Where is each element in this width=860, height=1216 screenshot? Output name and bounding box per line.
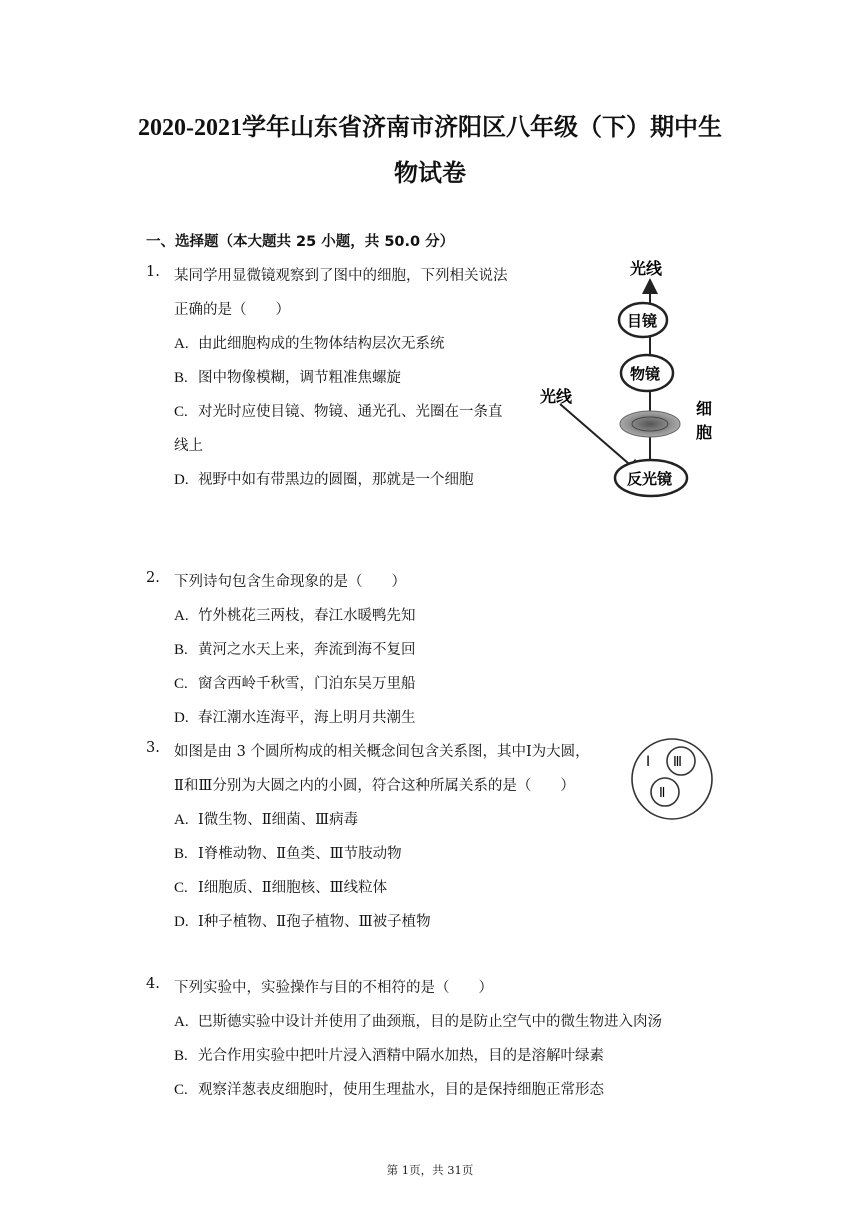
option-label: C.	[174, 1082, 188, 1098]
question-2-option-c[interactable]	[174, 672, 416, 693]
question-2-number: 2.	[146, 570, 160, 586]
small-circle-ii-label: Ⅱ	[659, 786, 666, 801]
option-label: A.	[174, 812, 189, 828]
question-4-number: 4.	[146, 976, 160, 992]
option-label: A.	[174, 1014, 189, 1030]
option-text: 观察洋葱表皮细胞时，使用生理盐水，目的是保持细胞正常形态	[198, 1082, 604, 1098]
question-3-option-a[interactable]	[174, 808, 358, 829]
question-4-option-a[interactable]	[174, 1010, 662, 1031]
option-text: Ⅰ细胞质、Ⅱ细胞核、Ⅲ线粒体	[198, 880, 388, 896]
option-label: D.	[174, 472, 189, 488]
option-text: Ⅰ脊椎动物、Ⅱ鱼类、Ⅲ节肢动物	[198, 846, 402, 862]
cell-label-2: 胞	[696, 423, 713, 442]
option-label: A.	[174, 608, 189, 624]
option-label: C.	[174, 880, 188, 896]
option-text: 由此细胞构成的生物体结构层次无系统	[198, 336, 445, 352]
option-text: 对光时应使目镜、物镜、通光孔、光圈在一条直	[198, 404, 503, 420]
question-2-option-b[interactable]	[174, 638, 416, 659]
question-2-stem: 下列诗句包含生命现象的是（ ）	[174, 574, 406, 590]
option-text: 图中物像模糊，调节粗准焦螺旋	[198, 370, 401, 386]
big-circle-label: Ⅰ	[646, 754, 651, 770]
cell-image	[620, 411, 680, 437]
question-1-option-c-continued: 线上	[174, 438, 203, 454]
option-text: Ⅰ微生物、Ⅱ细菌、Ⅲ病毒	[198, 812, 359, 828]
question-1-option-b[interactable]	[174, 366, 401, 387]
mirror-label: 反光镜	[627, 470, 673, 488]
option-text: Ⅰ种子植物、Ⅱ孢子植物、Ⅲ被子植物	[198, 914, 431, 930]
option-text: 黄河之水天上来，奔流到海不复回	[198, 642, 416, 658]
concept-circles-figure	[628, 736, 716, 822]
light-top-label: 光线	[630, 259, 663, 278]
question-1-option-a[interactable]	[174, 332, 445, 353]
option-label: C.	[174, 676, 188, 692]
option-label: B.	[174, 370, 188, 386]
option-label: B.	[174, 846, 188, 862]
question-4-option-b[interactable]	[174, 1044, 604, 1065]
small-circle-iii-label: Ⅲ	[673, 755, 682, 770]
question-2-option-a[interactable]	[174, 604, 416, 625]
option-text: 巴斯德实验中设计并使用了曲颈瓶，目的是防止空气中的微生物进入肉汤	[198, 1014, 662, 1030]
option-text: 竹外桃花三两枝，春江水暖鸭先知	[198, 608, 416, 624]
question-3-stem-line-1: 如图是由 3 个圆所构成的相关概念间包含关系图，其中Ⅰ为大圆，	[174, 744, 590, 760]
question-3-stem-line-2: Ⅱ和Ⅲ分别为大圆之内的小圆，符合这种所属关系的是（ ）	[174, 778, 575, 794]
question-3-option-d[interactable]	[174, 910, 431, 931]
option-text: 光合作用实验中把叶片浸入酒精中隔水加热，目的是溶解叶绿素	[198, 1048, 604, 1064]
eyepiece-label: 目镜	[627, 312, 658, 330]
option-text: 窗含西岭千秋雪，门泊东吴万里船	[198, 676, 416, 692]
question-2-option-d[interactable]	[174, 706, 416, 727]
microscope-light-path-figure	[530, 252, 730, 502]
title-line-1: 2020-2021学年山东省济南市济阳区八年级（下）期中生	[138, 115, 722, 141]
option-label: C.	[174, 404, 188, 420]
option-label: D.	[174, 914, 189, 930]
question-3-number: 3.	[146, 740, 160, 756]
page-footer: 第 1页，共 31页	[386, 1163, 474, 1177]
question-1-number: 1.	[146, 264, 160, 280]
question-3-option-c[interactable]	[174, 876, 387, 897]
question-3-option-b[interactable]	[174, 842, 402, 863]
incoming-light-arrow	[560, 404, 636, 470]
question-4-option-c[interactable]	[174, 1078, 604, 1099]
light-side-label: 光线	[540, 387, 573, 406]
cell-label-1: 细	[696, 399, 713, 418]
question-1-option-c[interactable]	[174, 400, 503, 421]
option-label: B.	[174, 1048, 188, 1064]
question-1-stem-line-2: 正确的是（ ）	[174, 302, 290, 318]
option-label: B.	[174, 642, 188, 658]
section-heading: 一、选择题（本大题共 25 小题，共 50.0 分）	[146, 234, 455, 250]
option-text: 视野中如有带黑边的圆圈，那就是一个细胞	[198, 472, 474, 488]
option-label: D.	[174, 710, 189, 726]
title-line-2: 物试卷	[394, 161, 466, 187]
option-text: 春江潮水连海平，海上明月共潮生	[198, 710, 416, 726]
question-1-stem-line-1: 某同学用显微镜观察到了图中的细胞，下列相关说法	[174, 268, 508, 284]
question-4-stem: 下列实验中，实验操作与目的不相符的是（ ）	[174, 980, 493, 996]
objective-label: 物镜	[630, 365, 661, 383]
question-1-option-d[interactable]	[174, 468, 474, 489]
option-label: A.	[174, 336, 189, 352]
